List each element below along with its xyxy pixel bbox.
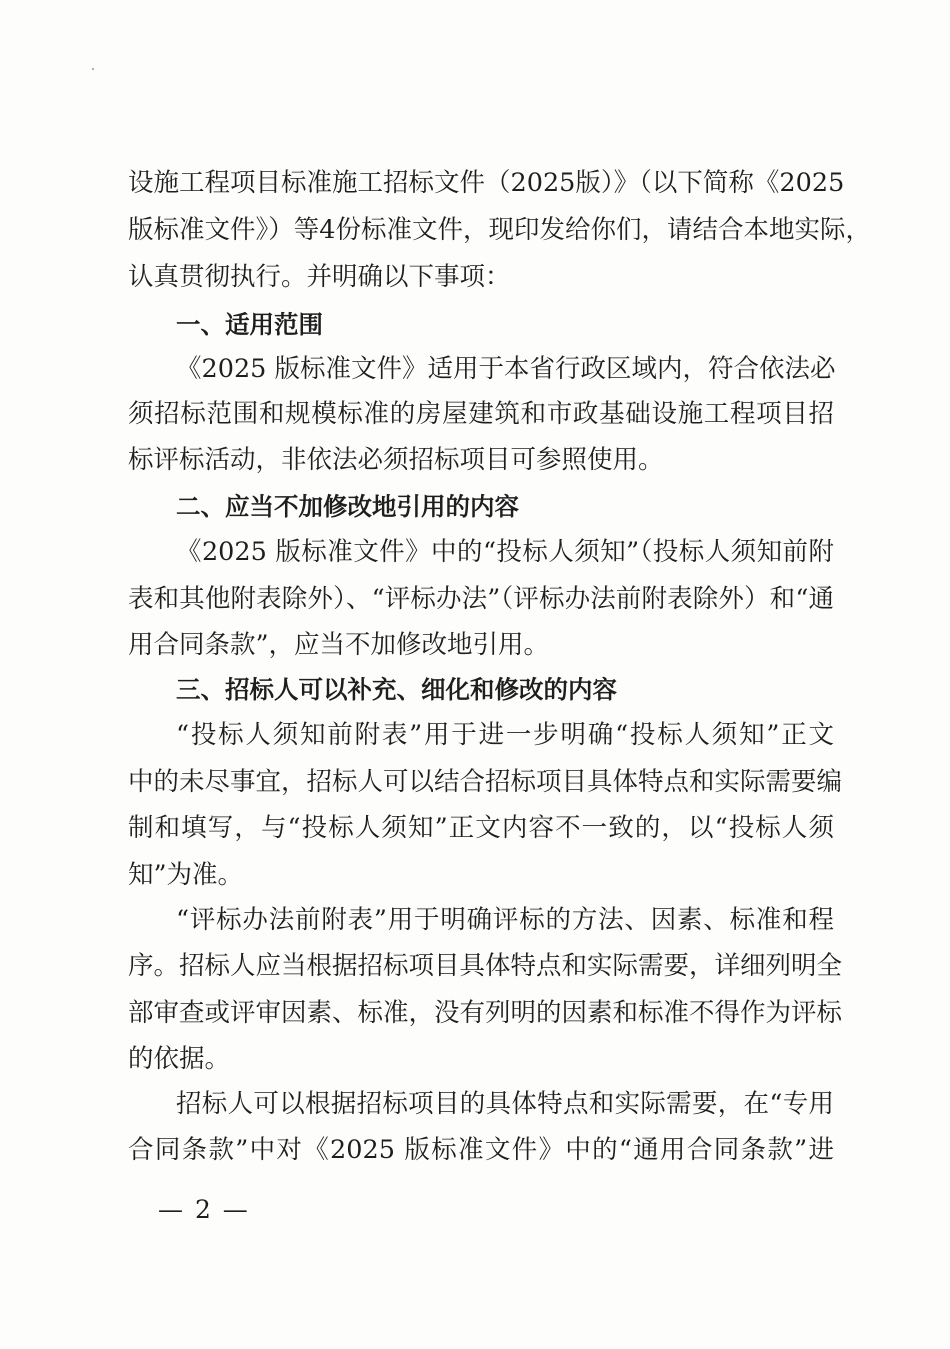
section-2-heading: 二、应当不加修改地引用的内容	[176, 492, 519, 521]
page-number: — 2 —	[158, 1195, 250, 1224]
section-3-para-3-line-2: 合同条款”中对《2025 版标准文件》中的“通用合同条款”进	[128, 1135, 834, 1165]
section-3-para-2-line-3: 部审查或评审因素、标准，没有列明的因素和标准不得作为评标	[128, 998, 843, 1028]
section-2-line-3: 用合同条款”，应当不加修改地引用。	[128, 630, 550, 660]
section-3-para-2-line-1: “评标办法前附表”用于明确评标的方法、因素、标准和程	[176, 905, 834, 935]
intro-line-2: 版标准文件》）等4份标准文件，现印发给你们，请结合本地实际，	[128, 215, 871, 245]
section-3-heading: 三、招标人可以补充、细化和修改的内容	[176, 675, 617, 704]
section-1-line-1: 《2025 版标准文件》适用于本省行政区域内，符合依法必	[176, 354, 836, 384]
section-3-para-1-line-1: “投标人须知前附表”用于进一步明确“投标人须知”正文	[176, 720, 834, 750]
section-1-heading: 一、适用范围	[176, 310, 323, 339]
section-3-para-2-line-2: 序。招标人应当根据招标项目具体特点和实际需要，详细列明全	[128, 951, 843, 981]
section-2-line-1: 《2025 版标准文件》中的“投标人须知”（投标人须知前附	[176, 537, 834, 567]
section-3-para-1-line-3: 制和填写，与“投标人须知”正文内容不一致的，以“投标人须	[128, 813, 834, 843]
section-2-line-2: 表和其他附表除外）、“评标办法”（评标办法前附表除外）和“通	[128, 584, 834, 614]
section-3-para-2-line-4: 的依据。	[128, 1044, 231, 1074]
section-1-line-3: 标评标活动，非依法必须招标项目可参照使用。	[128, 445, 664, 475]
section-3-para-1-line-4: 知”为准。	[128, 860, 244, 890]
section-1-line-2: 须招标范围和规模标准的房屋建筑和市政基础设施工程项目招	[128, 399, 834, 429]
section-3-para-1-line-2: 中的未尽事宜，招标人可以结合招标项目具体特点和实际需要编	[128, 767, 843, 797]
intro-line-1: 设施工程项目标准施工招标文件（2025版）》（以下简称《2025	[128, 168, 845, 198]
scan-speck	[92, 68, 94, 70]
intro-line-3: 认真贯彻执行。并明确以下事项：	[128, 262, 511, 292]
section-3-para-3-line-1: 招标人可以根据招标项目的具体特点和实际需要，在“专用	[176, 1089, 834, 1119]
